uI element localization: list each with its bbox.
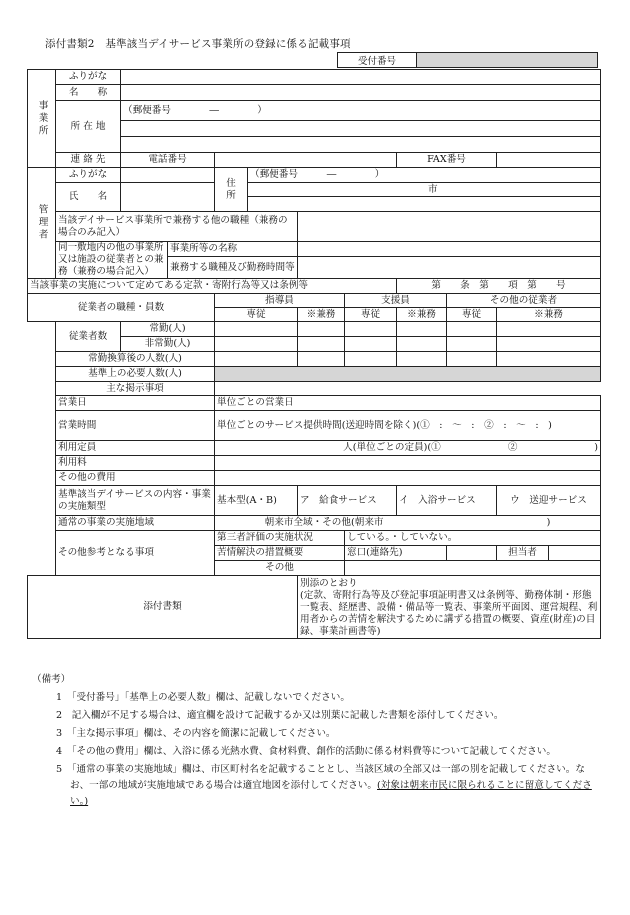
office-address-label: 所 在 地 [56, 101, 121, 153]
office-phone-label: 電話番号 [121, 153, 215, 168]
office-name-field [121, 85, 601, 101]
instructor-dedicated: 専従 [215, 308, 298, 322]
service-area-value: 朝来市全域・その他(朝来市 ) [215, 516, 601, 531]
business-days-value: 単位ごとの営業日 [215, 396, 601, 411]
manager-concurrent-hours-field [298, 257, 601, 279]
office-address-line-2 [121, 137, 601, 153]
manager-postal-code: （郵便番号 ― ） [248, 168, 601, 183]
staff-fulltime-label: 常勤(人) [121, 322, 215, 337]
manager-address-label: 住 所 [215, 168, 248, 212]
articles-reference: 第 条 第 項 第 号 [397, 279, 601, 294]
office-furigana-field [121, 70, 601, 85]
manager-other-office-label: 同一敷地内の他の事業所又は施設の従業者との兼務（兼務の場合記入） [56, 242, 168, 279]
note-item: 1 「受付番号」「基準上の必要人数」欄は、記載しないでください。 [56, 692, 350, 703]
attachment-text-2: (定款、寄附行為等及び登記事項証明書又は条例等、勤務体制・形態一覧表、経歴書、設備・備品等一覧表、事業所平面図、運営規程、利用者からの苦情を解決するために講ずる措置の概要、資産(財産)の目録、事業計画書等) [300, 590, 598, 637]
manager-concurrent-hours-label: 兼務する職種及び勤務時間等 [168, 257, 298, 279]
manager-furigana-label: ふりがな [56, 168, 121, 183]
note-item: 4 「その他の費用」欄は、入浴に係る光熱水費、食材料費、創作的活動に係る材料費等について記載してください。 [56, 746, 556, 757]
third-party-eval-label: 第三者評価の実施状況 [215, 531, 345, 546]
staff-header: 従業者の職種・員数 [28, 294, 215, 322]
fee-field [215, 456, 601, 471]
other-dedicated: 専従 [447, 308, 497, 322]
office-furigana-label: ふりがな [56, 70, 121, 85]
supporter-dedicated: 専従 [345, 308, 397, 322]
notes-header: （備考） [32, 674, 71, 685]
attachment-value [298, 576, 601, 639]
office-section-label: 事業所 [28, 70, 56, 168]
service-type-basic: 基本型(A・B) [215, 486, 298, 516]
manager-office-name-field [298, 242, 601, 257]
complaint-person-field [549, 546, 601, 561]
service-area-label: 通常の事業の実施地域 [56, 516, 215, 531]
supporter-concurrent: ※兼務 [397, 308, 447, 322]
staff-required-label: 基準上の必要人数(人) [56, 367, 215, 382]
complaint-window-label: 窓口(連絡先) [345, 546, 447, 561]
note-item-5-text: 5 「通常の事業の実施地域」欄は、市区町村名を記載することとし、当該区域の全部又は一部の別を記載してください。なお、一部の地域が実施地域である場合は適宜地図を添付してください。 [56, 764, 585, 791]
office-postal-code: （郵便番号 ― ） [121, 101, 601, 121]
manager-furigana-field [121, 168, 215, 183]
receipt-number-field [417, 53, 598, 68]
instructor-concurrent: ※兼務 [298, 308, 345, 322]
business-days-label: 営業日 [56, 396, 215, 411]
other-info-label: その他参考となる事項 [56, 531, 215, 576]
staff-group-other: その他の従業者 [447, 294, 601, 308]
receipt-number-box [337, 52, 598, 68]
manager-concurrent-job-label: 当該デイサービス事業所で兼務する他の職種（兼務の場合のみ記入） [56, 212, 298, 242]
misc-label: その他 [215, 561, 345, 576]
manager-name-field [121, 183, 215, 212]
attachment-text-1: 別添のとおり [300, 578, 358, 589]
office-fax-field [497, 153, 601, 168]
manager-address-line [248, 197, 601, 212]
other-concurrent: ※兼務 [497, 308, 601, 322]
service-type-transport: ウ 送迎サービス [497, 486, 601, 516]
staff-required-field [215, 367, 601, 382]
office-fax-label: FAX番号 [397, 153, 497, 168]
complaint-label: 苦情解決の措置概要 [215, 546, 345, 561]
note-item-5 [44, 762, 604, 810]
office-address-line [121, 121, 601, 137]
manager-section-label: 管理者 [28, 168, 56, 279]
capacity-value: 人(単位ごとの定員)(① ② ) [215, 441, 601, 456]
staff-parttime-label: 非常勤(人) [121, 337, 215, 352]
staff-group-supporter: 支援員 [345, 294, 447, 308]
complaint-person-label: 担当者 [497, 546, 549, 561]
staff-converted-label: 常勤換算後の人数(人) [56, 352, 215, 367]
service-type-meal: ア 給食サービス [298, 486, 397, 516]
notes-section [32, 672, 604, 810]
receipt-number-label: 受付番号 [338, 53, 417, 68]
posting-header: 主な掲示事項 [56, 382, 215, 396]
office-name-label: 名 称 [56, 85, 121, 101]
other-fee-label: その他の費用 [56, 471, 215, 486]
fee-label: 利用料 [56, 456, 215, 471]
manager-name-label: 氏 名 [56, 183, 121, 212]
staff-count-label: 従業者数 [56, 322, 121, 352]
note-item-5-underlined: (対象は朝来市民に限られることに留意してください。) [70, 780, 592, 807]
capacity-label: 利用定員 [56, 441, 215, 456]
office-contact-label: 連 絡 先 [56, 153, 121, 168]
document-title: 添付書類2 基準該当デイサービス事業所の登録に係る記載事項 [45, 38, 351, 50]
articles-label: 当該事業の実施について定めてある定款・寄附行為等又は条例等 [28, 279, 397, 294]
registration-form [27, 69, 601, 639]
complaint-window-field [447, 546, 497, 561]
office-phone-field [215, 153, 397, 168]
note-item: 3 「主な掲示事項」欄は、その内容を簡潔に記載してください。 [56, 728, 336, 739]
service-type-label: 基準該当デイサービスの内容・事業の実施類型 [56, 486, 215, 516]
attachment-label: 添付書類 [28, 576, 298, 639]
third-party-eval-value: している。・していない。 [345, 531, 601, 546]
business-hours-value: 単位ごとのサービス提供時間(送迎時間を除く)(① : ～ : ② : ～ : ) [215, 411, 601, 441]
manager-office-name-label: 事業所等の名称 [168, 242, 298, 257]
misc-field [345, 561, 601, 576]
business-hours-label: 営業時間 [56, 411, 215, 441]
note-item: 2 記入欄が不足する場合は、適宜欄を設けて記載するか又は別葉に記載した書類を添付してください。 [56, 710, 504, 721]
manager-concurrent-job-field [298, 212, 601, 242]
manager-city: 市 [248, 183, 601, 197]
staff-group-instructor: 指導員 [215, 294, 345, 308]
service-type-bath: イ 入浴サービス [397, 486, 497, 516]
other-fee-field [215, 471, 601, 486]
